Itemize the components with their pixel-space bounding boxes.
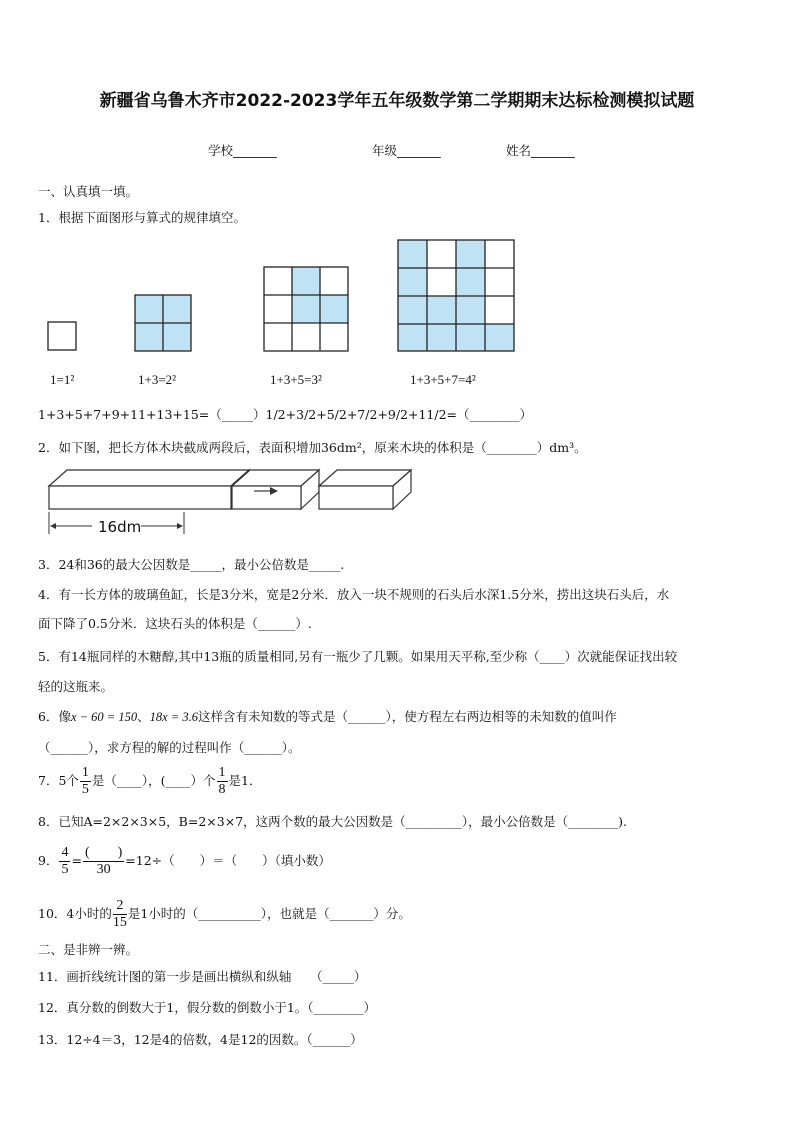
caption-fig1: 1=1² xyxy=(50,372,75,387)
q7-text: 7．5个 $\frac{1}{5}$ 是（____），(____）个 $\frac{1}{8}$ 是1． xyxy=(38,765,262,797)
caption-fig2: 1+3=2² xyxy=(138,372,177,387)
q1-followup: 1+3+5+7+9+11+13+15=（_____）1/2+3/2+5/2+7/2+9/2+11/2=（________） xyxy=(38,407,533,422)
square-figure-1 xyxy=(48,322,76,350)
q6-text-line2: （______），求方程的解的过程叫作（______）。 xyxy=(38,740,301,755)
square-figure-4 xyxy=(398,240,514,351)
q12-text: 12．真分数的倒数大于1，假分数的倒数小于1。（________） xyxy=(38,1000,377,1015)
q2-cuboid-figure xyxy=(44,466,424,540)
page-title: 新疆省乌鲁木齐市2022-2023学年五年级数学第二学期期末达标检测模拟试题 xyxy=(99,91,695,111)
q10-text: 10．4小时的 $\frac{2}{15}$ 是1小时的（__________），也就是（_______）分。 xyxy=(38,898,411,930)
q5-text-line2: 轻的这瓶来。 xyxy=(38,679,114,694)
square-figure-2 xyxy=(135,295,191,351)
caption-fig3: 1+3+5=3² xyxy=(270,372,322,387)
q4-text-line2: 面下降了0.5分米．这块石头的体积是（______）. xyxy=(38,616,312,631)
q3-text: 3．24和36的最大公因数是_____，最小公倍数是_____. xyxy=(38,557,345,572)
q2-text: 2．如下图，把长方体木块截成两段后，表面积增加36dm²，原来木块的体积是（________）dm³。 xyxy=(38,440,587,455)
q6-text-line1: 6．像x − 60 = 150、18x = 3.6这样含有未知数的等式是（______），使方程左右两边相等的未知数的值叫作 xyxy=(38,709,617,724)
q1-square-figures xyxy=(40,236,520,361)
section-heading-1: 一、认真填一填。 xyxy=(38,184,139,199)
name-field: 姓名_______ xyxy=(506,143,575,158)
square-figure-3 xyxy=(264,267,348,351)
grade-field: 年级_______ xyxy=(372,143,441,158)
section-heading-2: 二、是非辨一辨。 xyxy=(38,942,139,957)
q4-text-line1: 4．有一长方体的玻璃鱼缸，长是3分米，宽是2分米．放入一块不规则的石头后水深1.5分米，捞出这块石头后，水 xyxy=(38,587,670,602)
caption-fig4: 1+3+5+7=4² xyxy=(410,372,476,387)
dimension-label: 16dm xyxy=(98,518,142,536)
q5-text-line1: 5．有14瓶同样的木糖醇,其中13瓶的质量相同,另有一瓶少了几颗。如果用天平称,至少称（____）次就能保证找出较 xyxy=(38,649,678,664)
q9-text: 9． $\frac{4}{5}$ = $\frac{( )}{30}$ =12÷（ ）＝（ ）（填小数） xyxy=(38,845,331,877)
school-field: 学校_______ xyxy=(208,143,277,158)
q13-text: 13．12÷4＝3，12是4的倍数，4是12的因数。（______） xyxy=(38,1032,363,1047)
q11-text: 11．画折线统计图的第一步是画出横纵和纵轴 （_____） xyxy=(38,969,367,984)
q1-text: 1．根据下面图形与算式的规律填空。 xyxy=(38,210,246,225)
q8-text: 8．已知A=2×2×3×5，B=2×3×7，这两个数的最大公因数是（_________），最小公倍数是（________). xyxy=(38,814,628,829)
